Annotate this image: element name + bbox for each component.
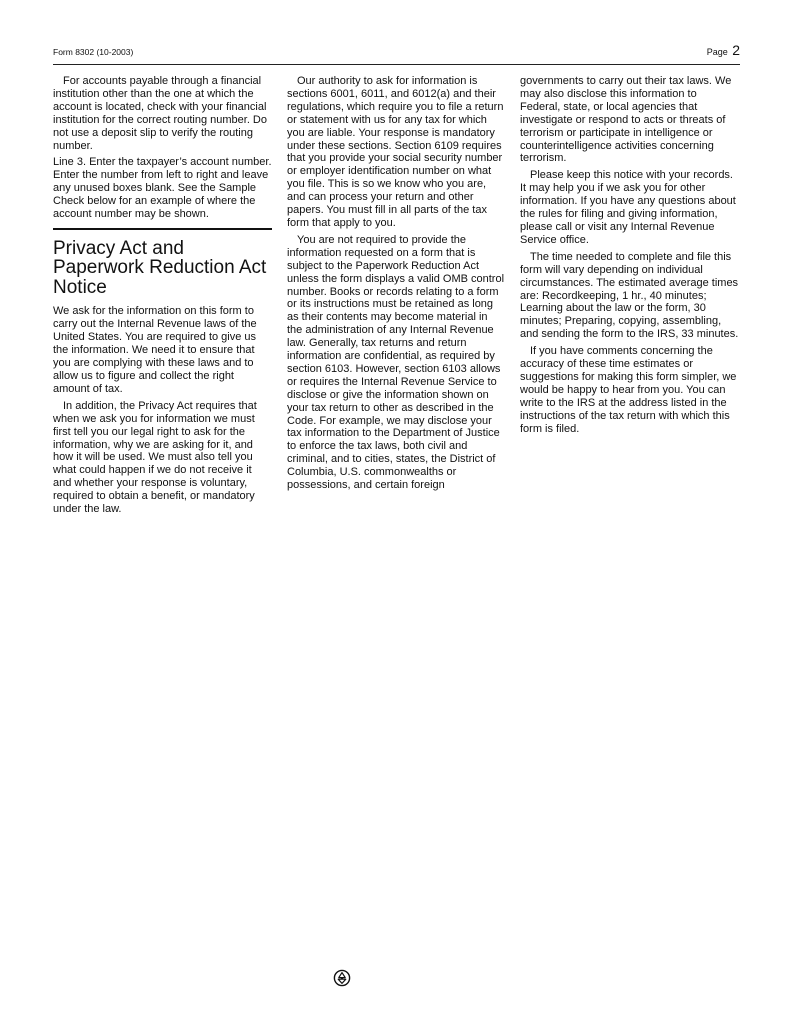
- paragraph-paperwork-reduction: You are not required to provide the information requested on a form that is subject to the Paperwork Reduction Act unless the form displays a valid OMB control number. Books or records relating to a form or its instructions must be retained as long as their contents may become material in the administration of any Internal Revenue law. Generally, tax returns and return information are confidential, as required by section 6103. However, section 6103 allows or requires the Internal Revenue Service to disclose or give the information shown on your tax return to other as described in the Code. For example, we may disclose your tax information to the Department of Justice to enforce the tax laws, both civil and criminal, and to cities, states, the District of Columbia, U.S. commonwealths or possessions, and certain foreign: [287, 233, 505, 492]
- recycled-paper-icon: [333, 969, 351, 987]
- column-1: [53, 75, 272, 520]
- paragraph-privacy-2: In addition, the Privacy Act requires that when we ask you for information we must first tell you our legal right to ask for the information, why we are asking for it, and how it will be used. We must also tell you what could happen if we do not receive it and whether your response is voluntary, required to obtain a benefit, or mandatory under the law.: [53, 399, 257, 516]
- column-2: [287, 75, 505, 496]
- page-number: 2: [732, 42, 740, 58]
- form-identifier: Form 8302 (10-2003): [53, 47, 134, 57]
- paragraph-disclosure: governments to carry out their tax laws. We may also disclose this information to Federal, state, or local agencies that investigate or respond to acts or threats of terrorism or participate in intelligence or counterintelligence activities concerning terrorism.: [520, 75, 732, 165]
- paragraph-comments: If you have comments concerning the accuracy of these time estimates or suggestions for making this form simpler, we would be happy to hear from you. You can write to the IRS at the address listed in the instructions of the tax return with which this form is filed.: [520, 345, 737, 435]
- column-3: [520, 75, 740, 439]
- paragraph-privacy-1: We ask for the information on this form to carry out the Internal Revenue laws of the United States. You are required to give us the information. We need it to ensure that you are complying with these laws and to allow us to figure and collect the right amount of tax.: [53, 305, 257, 395]
- section-heading-privacy-act: Privacy Act and Paperwork Reduction Act Notice: [53, 237, 267, 298]
- page-label: Page: [706, 47, 728, 57]
- paragraph-routing-number: For accounts payable through a financial institution other than the one at which the account is located, check with your financial institution for the correct routing number. Do not use a deposit slip to verify the routing number.: [53, 75, 267, 152]
- section-divider: [53, 228, 272, 230]
- paragraph-keep-notice: Please keep this notice with your records. It may help you if we ask you for other information. If you have any questions about the rules for filing and giving information, please call or visit any Internal Revenue Service office.: [520, 169, 736, 246]
- header-divider: [53, 64, 740, 65]
- paragraph-line-3: Line 3. Enter the taxpayer’s account number. Enter the number from left to right and leave any unused boxes blank. See the Sample Check below for an example of where the account number may be shown.: [53, 156, 272, 221]
- paragraph-authority: Our authority to ask for information is sections 6001, 6011, and 6012(a) and their regulations, which require you to file a return or statement with us for any tax for which you are liable. Your response is mandatory under these sections. Section 6109 requires that you provide your social security number or employer identification number on what you file. This is so we know who you are, and can process your return and other papers. You must fill in all parts of the tax form that apply to you.: [287, 75, 504, 229]
- paragraph-time-estimate: The time needed to complete and file this form will vary depending on individual circumstances. The estimated average times are: Recordkeeping, 1 hr., 40 minutes; Learning about the law or the form, 30 minutes; Preparing, copying, assembling, and sending the form to the IRS, 33 minutes.: [520, 250, 739, 341]
- page-indicator: [707, 42, 740, 60]
